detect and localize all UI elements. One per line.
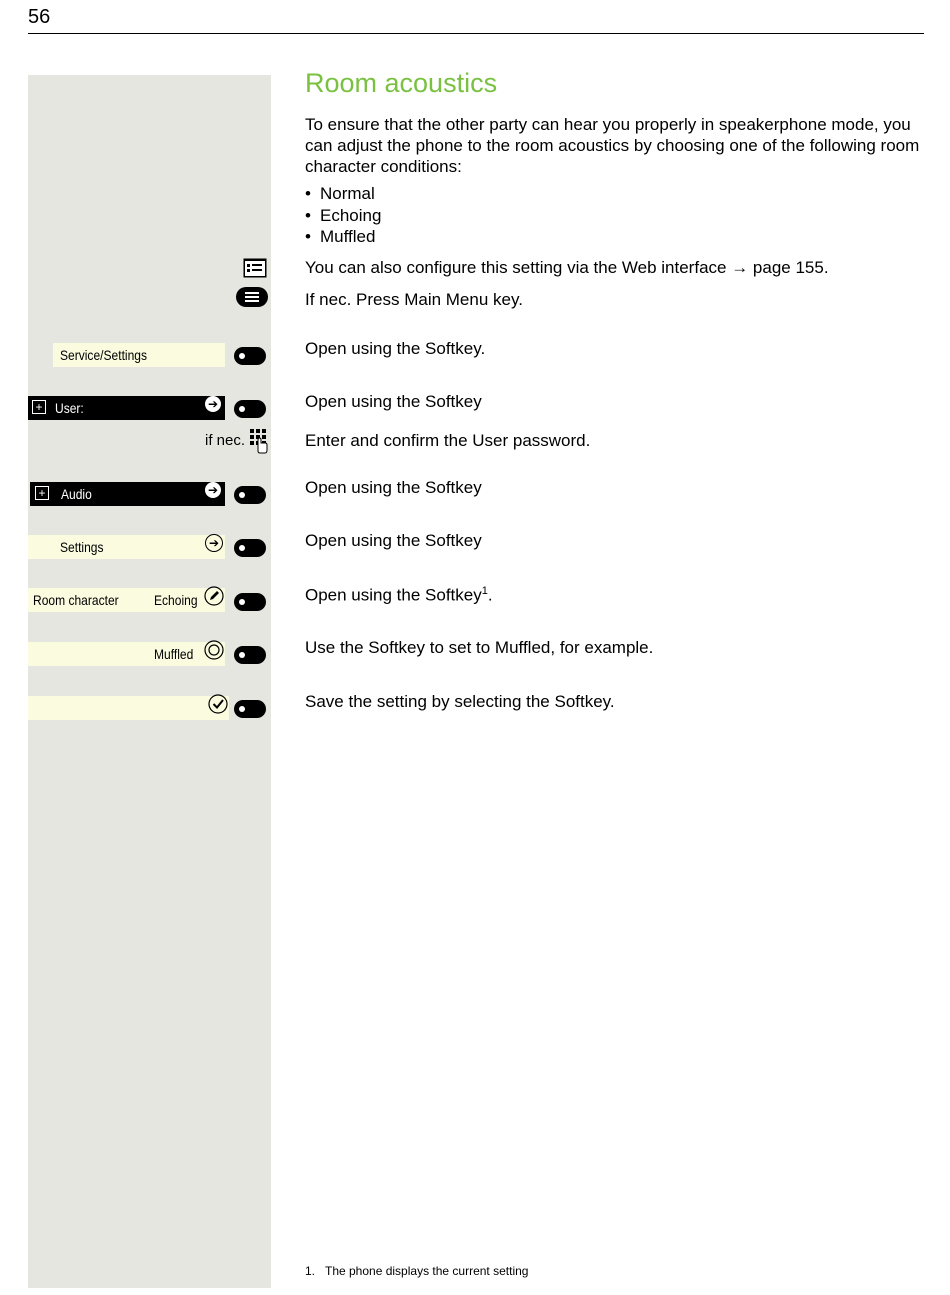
softkey-button[interactable] [234, 347, 266, 365]
footnote [305, 1264, 528, 1278]
header-rule [28, 33, 924, 34]
footnote-text: The phone displays the current setting [325, 1264, 529, 1278]
step-settings: Open using the Softkey [305, 531, 482, 550]
main-menu-key-icon[interactable] [236, 287, 268, 307]
option-list [305, 183, 381, 248]
softkey-button[interactable] [234, 593, 266, 611]
arrow-right-icon: ➔ [205, 396, 221, 412]
arrow-right-icon: ➔ [205, 482, 221, 498]
if-nec-label: if nec. [205, 432, 246, 449]
arrow-right-icon: ➔ [205, 534, 223, 552]
footnote-number: 1. [305, 1264, 316, 1278]
step-main-menu: If nec. Press Main Menu key. [305, 290, 523, 309]
display-room-character [28, 588, 225, 612]
checkmark-icon [208, 694, 228, 714]
softkey-button[interactable] [234, 400, 266, 418]
display-label: User: [55, 400, 84, 416]
display-label: Service/Settings [60, 347, 148, 363]
plus-icon: + [35, 486, 49, 500]
step-save: Save the setting by selecting the Softkey. [305, 692, 615, 711]
softkey-button[interactable] [234, 539, 266, 557]
radio-option-icon [204, 640, 224, 660]
display-audio [30, 482, 225, 506]
step-password: Enter and confirm the User password. [305, 431, 591, 450]
display-muffled [28, 642, 225, 666]
web-note: You can also configure this setting via the Web interface → page 155. [305, 258, 829, 277]
display-label: Settings [60, 539, 104, 555]
web-interface-icon [243, 258, 267, 278]
sidebar [28, 75, 271, 1288]
softkey-button[interactable] [234, 646, 266, 664]
step-user: Open using the Softkey [305, 392, 482, 411]
edit-pencil-icon [204, 586, 224, 606]
keypad-icon [249, 428, 269, 454]
option-item: • Muffled [305, 226, 381, 248]
display-label: Room character [33, 592, 119, 608]
step-service: Open using the Softkey. [305, 339, 486, 358]
display-service-settings [53, 343, 225, 367]
plus-icon: + [32, 400, 46, 414]
step-muffled: Use the Softkey to set to Muffled, for example. [305, 638, 654, 657]
softkey-button[interactable] [234, 700, 266, 718]
step-room-character: Open using the Softkey$^1$. [305, 585, 493, 605]
section-title: Room acoustics [305, 68, 498, 98]
softkey-button[interactable] [234, 486, 266, 504]
display-value: Echoing [154, 592, 198, 608]
display-settings [28, 535, 225, 559]
step-audio: Open using the Softkey [305, 478, 482, 497]
option-item: • Echoing [305, 205, 381, 227]
display-user [28, 396, 225, 420]
page-number: 56 [28, 6, 51, 28]
display-label: Audio [61, 486, 92, 502]
option-item: • Normal [305, 183, 381, 205]
display-label: Muffled [154, 646, 194, 662]
intro-paragraph: To ensure that the other party can hear you properly in speakerphone mode, you can adjust the phone to the room acoustics by choosing one of the following room character conditions: [305, 115, 920, 176]
display-save [28, 696, 229, 720]
